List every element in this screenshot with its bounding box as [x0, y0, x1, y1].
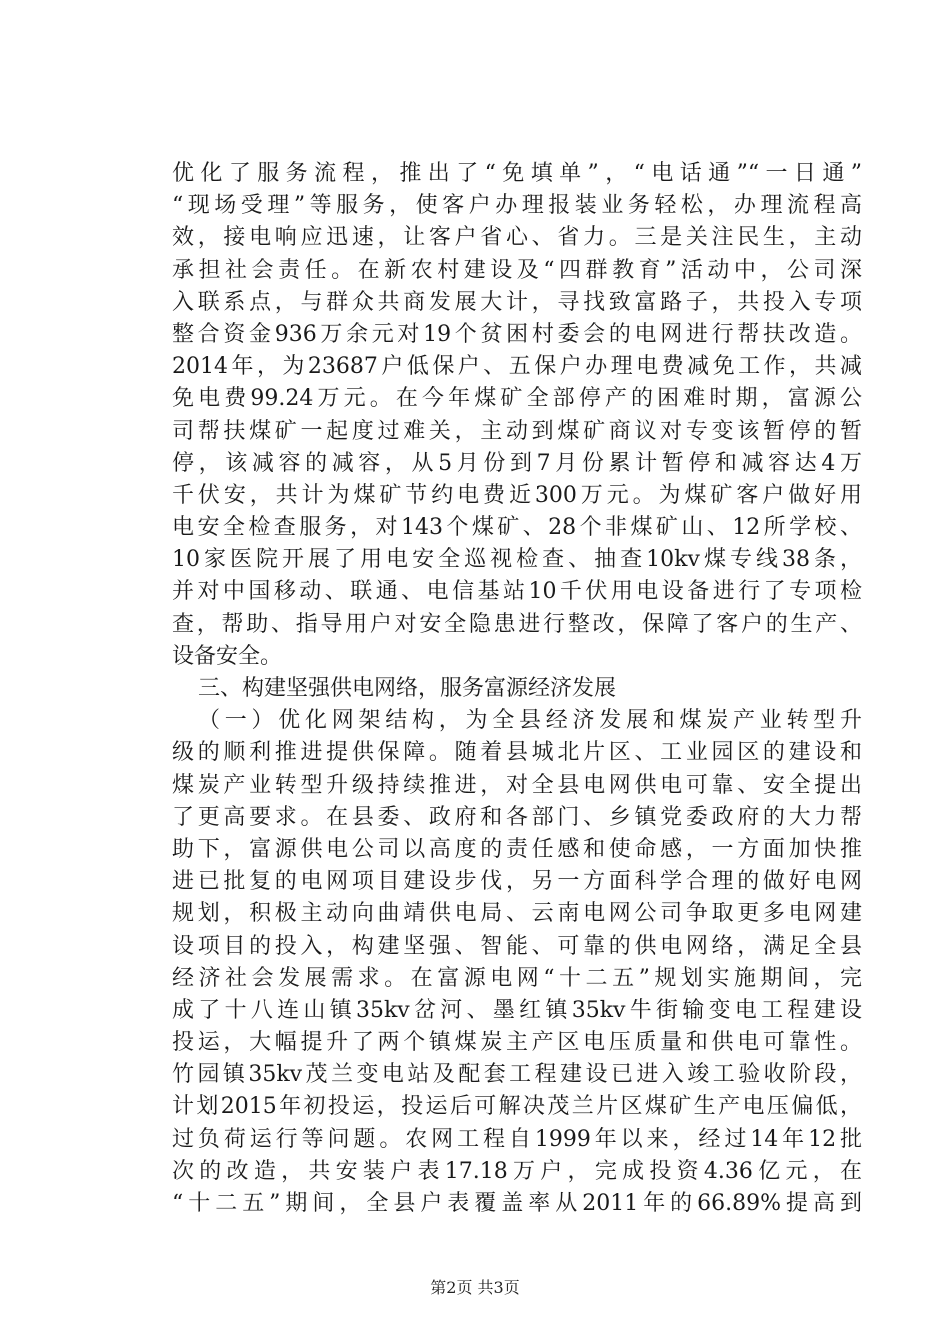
- text-line: 10家医院开展了用电安全巡视检查、抽查10kv煤专线38条，: [172, 547, 862, 573]
- text-line: 投运，大幅提升了两个镇煤炭主产区电压质量和供电可靠性。: [172, 1030, 862, 1056]
- text-line: 煤炭产业转型升级持续推进，对全县电网供电可靠、安全提出: [172, 772, 862, 798]
- text-line: 经济社会发展需求。在富源电网“十二五”规划实施期间，完: [172, 965, 862, 991]
- text-line: 承担社会责任。在新农村建设及“四群教育”活动中，公司深: [172, 257, 862, 283]
- text-line: “现场受理”等服务，使客户办理报装业务轻松，办理流程高: [172, 193, 862, 219]
- text-line: 千伏安，共计为煤矿节约电费近300万元。为煤矿客户做好用: [172, 482, 862, 508]
- text-line: 司帮扶煤矿一起度过难关，主动到煤矿商议对专变该暂停的暂: [172, 418, 862, 444]
- text-line: 查，帮助、指导用户对安全隐患进行整改，保障了客户的生产、: [172, 611, 862, 637]
- text-line: 整合资金936万余元对19个贫困村委会的电网进行帮扶改造。: [172, 321, 862, 347]
- text-line: 次的改造，共安装户表17.18万户，完成投资4.36亿元，在: [172, 1158, 862, 1184]
- text-line: 停，该减容的减容，从5月份到7月份累计暂停和减容达4万: [172, 450, 862, 476]
- page-footer: 第2页 共3页: [430, 1278, 520, 1297]
- text-line: 计划2015年初投运，投运后可解决茂兰片区煤矿生产电压偏低，: [172, 1094, 862, 1120]
- text-line: 设备安全。: [172, 643, 283, 669]
- text-line: 成了十八连山镇35kv岔河、墨红镇35kv牛街输变电工程建设: [172, 997, 862, 1023]
- text-line: 并对中国移动、联通、电信基站10千伏用电设备进行了专项检: [172, 579, 862, 605]
- text-line: 进已批复的电网项目建设步伐，另一方面科学合理的做好电网: [172, 869, 862, 895]
- text-line: 免电费99.24万元。在今年煤矿全部停产的困难时期，富源公: [172, 386, 862, 412]
- text-line: 助下，富源供电公司以高度的责任感和使命感，一方面加快推: [172, 836, 862, 862]
- text-line: 级的顺利推进提供保障。随着县城北片区、工业园区的建设和: [172, 740, 862, 766]
- text-line: 效，接电响应迅速，让客户省心、省力。三是关注民生，主动: [172, 225, 862, 251]
- section-heading: 三、构建坚强供电网络，服务富源经济发展: [198, 676, 617, 701]
- subsection-heading: （一）优化网架结构，为全县经济发展和煤炭产业转型升: [198, 708, 862, 734]
- text-line: 2014年，为23687户低保户、五保户办理电费减免工作，共减: [172, 354, 862, 380]
- text-line: 规划，积极主动向曲靖供电局、云南电网公司争取更多电网建: [172, 901, 862, 927]
- text-line: 优化了服务流程，推出了“免填单”，“电话通”“一日通”: [172, 161, 862, 186]
- text-line: 设项目的投入，构建坚强、智能、可靠的供电网络，满足全县: [172, 933, 862, 959]
- text-line: 竹园镇35kv茂兰变电站及配套工程建设已进入竣工验收阶段，: [172, 1062, 862, 1088]
- body-text: [172, 158, 862, 1220]
- text-line: 入联系点，与群众共商发展大计，寻找致富路子，共投入专项: [172, 289, 862, 315]
- text-line: “十二五”期间，全县户表覆盖率从2011年的66.89%提高到: [172, 1191, 862, 1216]
- text-line: 电安全检查服务，对143个煤矿、28个非煤矿山、12所学校、: [172, 515, 862, 541]
- text-line: 了更高要求。在县委、政府和各部门、乡镇党委政府的大力帮: [172, 804, 862, 830]
- text-line: 过负荷运行等问题。农网工程自1999年以来，经过14年12批: [172, 1126, 862, 1152]
